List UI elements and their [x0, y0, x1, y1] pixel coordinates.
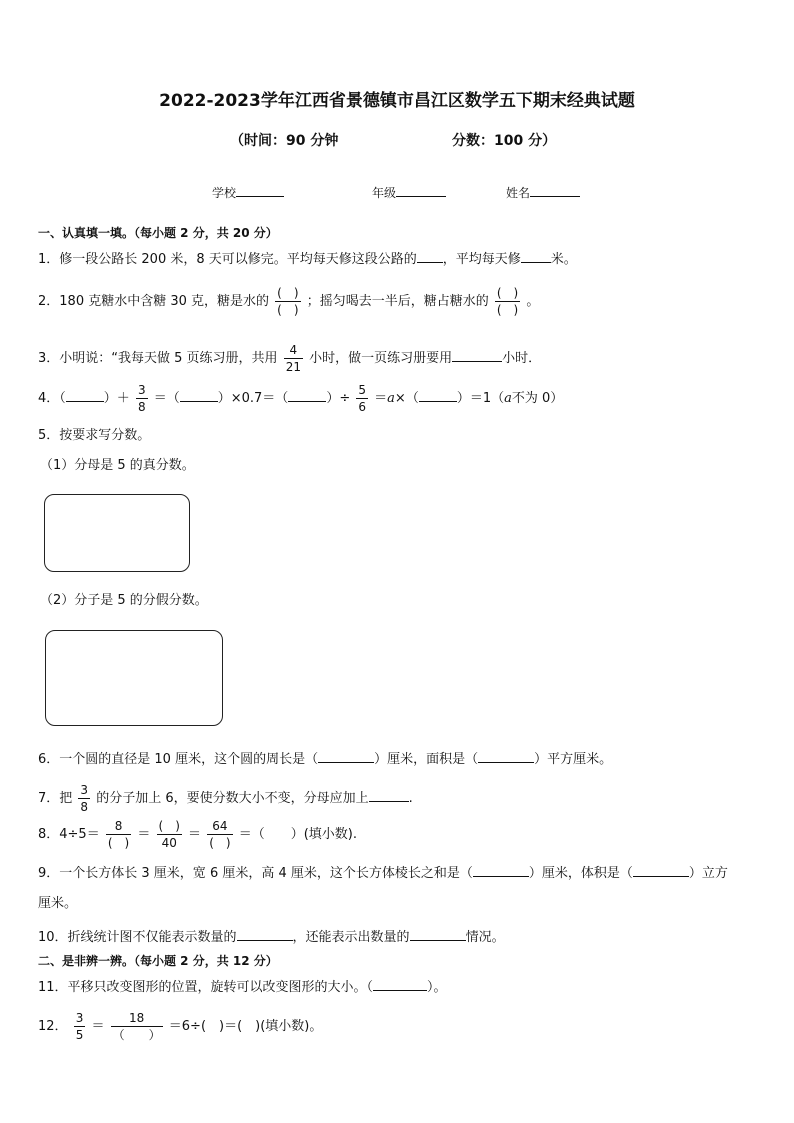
q9-blank-2[interactable]: [633, 862, 689, 877]
q7-fraction: $\frac{3}{8}$: [80, 783, 89, 814]
q3-blank[interactable]: [452, 347, 502, 362]
question-5-title: 5．按要求写分数。: [38, 428, 151, 443]
question-12: [38, 1010, 322, 1043]
q7-text: 7．把: [38, 791, 73, 806]
q4-var-a-2: a: [504, 391, 512, 406]
question-6: [38, 748, 612, 770]
q4-text-2: ）＋: [103, 391, 130, 406]
question-5-part-2: （2）分子是 5 的分假分数。: [40, 593, 208, 608]
q4-text: 4．（: [38, 391, 66, 406]
q4-text-4: ）×0.7＝（: [217, 391, 289, 406]
question-5-part-1: （1）分母是 5 的真分数。: [40, 458, 195, 473]
q4-text-7: ×（: [394, 391, 419, 406]
name-label: 姓名: [506, 186, 531, 200]
grade-field[interactable]: [372, 182, 446, 201]
grade-blank[interactable]: [396, 182, 446, 197]
q4-text-3: ＝（: [153, 391, 180, 406]
q12-text-2: ＝6÷( )＝( )(填小数)。: [168, 1019, 323, 1034]
q7-text-3: .: [408, 791, 413, 806]
q1-blank-2[interactable]: [521, 248, 551, 263]
question-10: [38, 926, 505, 948]
question-3: [38, 342, 541, 375]
q6-text-3: ）平方厘米。: [534, 752, 613, 767]
q6-text: 6．一个圆的直径是 10 厘米，这个圆的周长是（: [38, 752, 319, 767]
q12-text: 12．: [38, 1019, 68, 1034]
q4-blank-2[interactable]: [180, 387, 218, 402]
school-field[interactable]: [212, 182, 284, 201]
school-label: 学校: [212, 186, 237, 200]
q7-text-2: 的分子加上 6，要使分数大小不变，分母应加上: [96, 791, 369, 806]
q2-text: 2．180 克糖水中含糖 30 克，糖是水的: [38, 294, 270, 309]
q3-text-2: 小时，做一页练习册要用: [309, 351, 453, 366]
exam-time: （时间：90 分钟: [230, 133, 339, 149]
q4-var-a: a: [387, 391, 395, 406]
q10-text-2: ，还能表示出数量的: [292, 930, 410, 945]
school-blank[interactable]: [236, 182, 284, 197]
q8-equals-2: ＝: [188, 827, 202, 842]
q8-text: 8．4÷5＝: [38, 827, 100, 842]
q9-text-3: ）立方: [688, 866, 728, 881]
q8-equals: ＝: [137, 827, 151, 842]
q4-blank-1[interactable]: [66, 387, 104, 402]
q6-text-2: ）厘米，面积是（: [374, 752, 479, 767]
question-11: [38, 976, 447, 998]
q4-fraction-1: $\frac{3}{8}$: [137, 383, 146, 414]
q9-blank-1[interactable]: [473, 862, 529, 877]
q6-blank-1[interactable]: [318, 748, 374, 763]
q4-text-5: ）÷: [326, 391, 351, 406]
page-title: 2022-2023学年江西省景德镇市昌江区数学五下期末经典试题: [159, 91, 635, 111]
q3-text: 3．小明说：“我每天做 5 页练习册，共用: [38, 351, 278, 366]
q4-text-6: ＝: [374, 391, 388, 406]
question-2: [38, 285, 539, 318]
q11-text: 11．平移只改变图形的位置，旋转可以改变图形的大小。（: [38, 980, 374, 995]
q4-fraction-2: $\frac{5}{6}$: [358, 383, 366, 414]
question-1: [38, 248, 577, 270]
question-8: [38, 818, 357, 851]
question-4: [38, 382, 563, 415]
q8-fraction-2[interactable]: $\frac{( )}{40}$: [158, 819, 180, 850]
q12-fraction-2[interactable]: $\frac{18}{( )}$: [112, 1011, 161, 1042]
q12-equals: ＝: [91, 1019, 105, 1034]
q1-text-3: 米。: [550, 252, 577, 267]
q9-text-2: ）厘米，体积是（: [528, 866, 633, 881]
q9-text: 9．一个长方体长 3 厘米，宽 6 厘米，高 4 厘米，这个长方体棱长之和是（: [38, 866, 473, 881]
q4-blank-3[interactable]: [288, 387, 326, 402]
q3-text-3: 小时．: [502, 351, 542, 366]
q1-text: 1．修一段公路长 200 米，8 天可以修完。平均每天修这段公路的: [38, 252, 417, 267]
q10-blank-1[interactable]: [237, 926, 293, 941]
question-9-cont: 厘米。: [38, 896, 78, 911]
q4-text-8: ）＝1（: [456, 391, 505, 406]
q11-blank[interactable]: [373, 976, 427, 991]
q12-fraction-1: $\frac{3}{5}$: [75, 1011, 84, 1042]
grade-label: 年级: [372, 186, 397, 200]
q1-blank-1[interactable]: [417, 248, 443, 263]
exam-score: 分数：100 分）: [452, 133, 557, 149]
answer-box-2[interactable]: [45, 630, 223, 726]
q2-text-3: 。: [526, 294, 540, 309]
q8-fraction-3[interactable]: $\frac{64}{( )}$: [209, 819, 231, 850]
name-field[interactable]: [506, 182, 580, 201]
q10-text: 10．折线统计图不仅能表示数量的: [38, 930, 237, 945]
q2-fraction-blank-1[interactable]: $\frac{( )}{( )}$: [277, 286, 299, 317]
section-2-heading: 二、是非辨一辨。（每小题 2 分，共 12 分）: [38, 954, 278, 968]
answer-box-1[interactable]: [44, 494, 190, 572]
name-blank[interactable]: [530, 182, 580, 197]
question-7: [38, 782, 413, 815]
q11-text-2: ）。: [427, 980, 447, 995]
q2-text-2: ；摇匀喝去一半后，糖占糖水的: [306, 294, 489, 309]
q1-text-2: ，平均每天修: [442, 252, 521, 267]
q10-text-3: 情况。: [465, 930, 505, 945]
q3-fraction: $\frac{4}{21}$: [285, 343, 301, 374]
q10-blank-2[interactable]: [410, 926, 466, 941]
section-1-heading: 一、认真填一填。（每小题 2 分，共 20 分）: [38, 226, 278, 240]
q7-blank[interactable]: [369, 787, 409, 802]
q6-blank-2[interactable]: [478, 748, 534, 763]
q8-fraction-1[interactable]: $\frac{8}{( )}$: [107, 819, 130, 850]
q4-text-9: 不为 0）: [511, 391, 564, 406]
q4-blank-4[interactable]: [419, 387, 457, 402]
question-9: [38, 862, 728, 884]
q2-fraction-blank-2[interactable]: $\frac{( )}{( )}$: [496, 286, 519, 317]
q8-text-2: ＝（ ）(填小数).: [238, 827, 357, 842]
